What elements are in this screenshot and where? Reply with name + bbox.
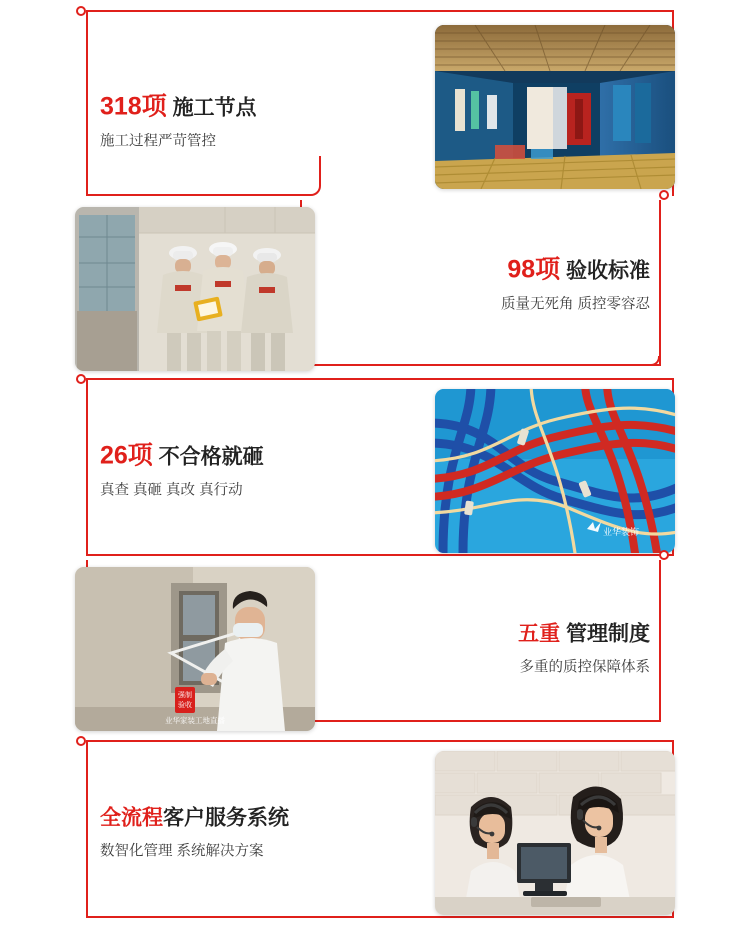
feature-headline — [100, 441, 264, 473]
feature-headline — [501, 255, 650, 287]
connector-node-5 — [76, 736, 86, 746]
photo-worker-measuring — [75, 567, 315, 731]
feature-title: 验收标准 — [566, 259, 650, 283]
svg-text:验收: 验收 — [178, 702, 192, 709]
feature-number: 全流程 — [100, 806, 163, 830]
feature-title: 不合格就砸 — [158, 445, 264, 469]
feature-headline — [100, 804, 289, 834]
feature-row-five-management — [0, 556, 750, 742]
connector-node-4 — [659, 550, 669, 560]
feature-subtitle: 质量无死角 质控零容忍 — [500, 296, 650, 313]
feature-subtitle: 多重的质控保障体系 — [519, 659, 650, 676]
feature-row-acceptance-standards — [0, 196, 750, 382]
photo-service-agents — [435, 751, 675, 915]
photo-pipes-wiring-svg — [435, 389, 675, 553]
svg-text:强制: 强制 — [178, 692, 192, 699]
photo-watermark-text: 业华家装工地直播 — [165, 716, 225, 725]
feature-text-smash-unqualified — [100, 441, 264, 502]
connector-node-2 — [659, 190, 669, 200]
feature-number: 318项 — [100, 92, 167, 121]
feature-number: 98项 — [507, 255, 561, 284]
connector-node-1 — [76, 6, 86, 16]
feature-number: 五重 — [518, 622, 561, 646]
photo-corridor-construction-svg — [435, 25, 675, 189]
photo-pipes-wiring — [435, 389, 675, 553]
feature-text-acceptance-standards — [501, 255, 650, 316]
photo-watermark-text: 业华装饰 — [603, 527, 640, 537]
feature-headline — [518, 620, 650, 650]
feature-title: 客户服务系统 — [163, 806, 289, 830]
photo-workers-inspection — [75, 207, 315, 371]
feature-row-smash-unqualified — [0, 378, 750, 564]
feature-text-construction-nodes — [100, 91, 257, 152]
feature-row-construction-nodes — [0, 10, 750, 196]
feature-title: 管理制度 — [566, 622, 650, 646]
feature-text-five-management — [518, 620, 650, 679]
feature-headline — [100, 91, 257, 123]
badge-strict-inspection — [175, 687, 195, 713]
feature-subtitle: 数智化管理 系统解决方案 — [100, 843, 264, 860]
feature-title: 施工节点 — [172, 96, 257, 120]
feature-row-customer-service — [0, 740, 750, 926]
photo-worker-measuring-svg — [75, 567, 315, 731]
feature-text-customer-service — [100, 804, 289, 863]
photo-workers-inspection-svg — [75, 207, 315, 371]
photo-service-agents-svg — [435, 751, 675, 915]
feature-subtitle: 施工过程严苛管控 — [100, 133, 216, 150]
feature-number: 26项 — [100, 441, 153, 470]
feature-subtitle: 真查 真砸 真改 真行动 — [100, 482, 243, 499]
photo-corridor-construction — [435, 25, 675, 189]
connector-node-3 — [76, 374, 86, 384]
